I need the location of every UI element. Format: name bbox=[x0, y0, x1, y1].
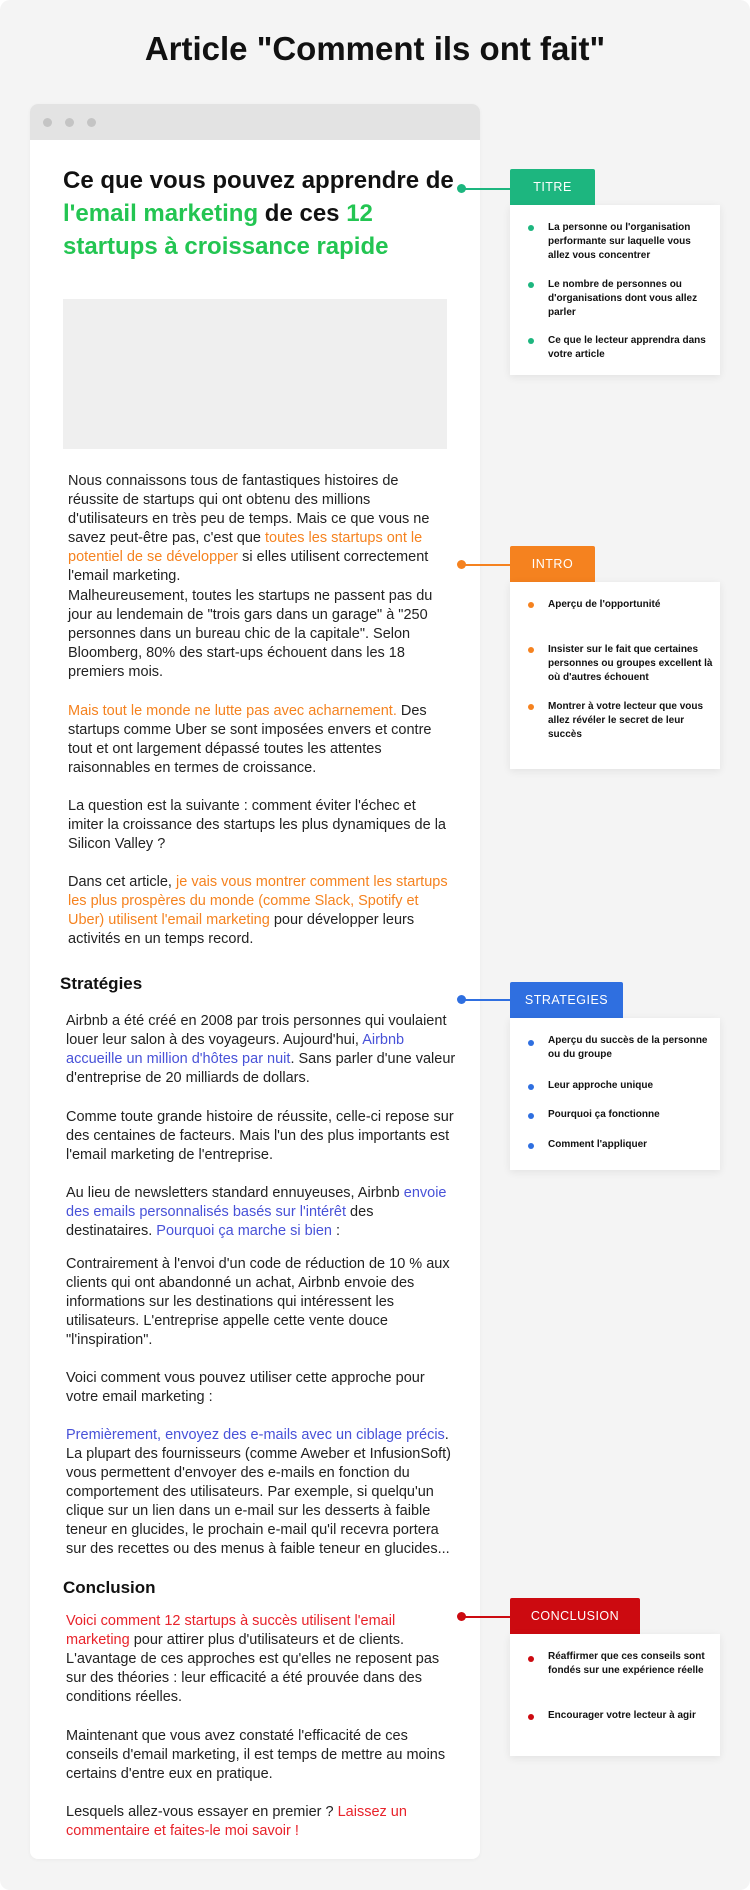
bullet-icon bbox=[528, 1656, 534, 1662]
conclusion-paragraph-3: Lesquels allez-vous essayer en premier ? Laissez un commentaire et faites-le moi savoir ! bbox=[66, 1804, 407, 1839]
page-title: Article "Comment ils ont fait" bbox=[144, 30, 606, 67]
strategies-tag: STRATEGIES bbox=[510, 982, 623, 1018]
intro-note-item: Insister sur le fait que certaines personnes ou groupes excellent là où d'autres échouent bbox=[548, 644, 713, 683]
strategies-paragraph-4: Contrairement à l'envoi d'un code de réduction de 10 % aux clients qui ont abandonné un achat, Airbnb envoie des informations sur les destinations qui intéressent les utilisateurs. L'entreprise appelle cette vente douce "l'inspiration". bbox=[66, 1256, 450, 1348]
intro-note-card bbox=[510, 582, 720, 769]
bullet-icon bbox=[528, 338, 534, 344]
strategies-heading: Stratégies bbox=[60, 974, 143, 993]
strategies-note-card bbox=[510, 1018, 720, 1170]
strategies-connector-line bbox=[464, 999, 510, 1001]
conclusion-heading: Conclusion bbox=[63, 1578, 156, 1597]
conclusion-paragraph-2: Maintenant que vous avez constaté l'efficacité de ces conseils d'email marketing, il est temps de mettre au moins certains d'entre eux en pratique. bbox=[66, 1728, 446, 1782]
titre-note-card bbox=[510, 205, 720, 375]
intro-tag: INTRO bbox=[510, 546, 595, 582]
titre-note-item: La personne ou l'organisation performante sur laquelle vous allez vous concentrer bbox=[548, 222, 691, 261]
strategies-note-item: Pourquoi ça fonctionne bbox=[548, 1109, 660, 1120]
conclusion-tag: CONCLUSION bbox=[510, 1598, 640, 1634]
intro-paragraph-4: La question est la suivante : comment éviter l'échec et imiter la croissance des startups les plus dynamiques de la Silicon Valley ? bbox=[68, 798, 446, 852]
titre-note-item: Ce que le lecteur apprendra dans votre article bbox=[548, 335, 706, 360]
strategies-paragraph-5: Voici comment vous pouvez utiliser cette approche pour votre email marketing : bbox=[66, 1370, 425, 1405]
intro-note-item: Montrer à votre lecteur que vous allez révéler le secret de leur succès bbox=[548, 701, 704, 740]
strategies-note-item: Leur approche unique bbox=[548, 1080, 654, 1091]
bullet-icon bbox=[528, 225, 534, 231]
strategies-paragraph-1: Airbnb a été créé en 2008 par trois personnes qui voulaient louer leur salon à des voyageurs. Aujourd'hui, Airbnb accueille un million d'hôtes par nuit. Sans parler d'une valeur d'entreprise de 20 milliards de dollars. bbox=[66, 1013, 456, 1086]
conclusion-connector-line bbox=[464, 1616, 510, 1618]
titre-connector-line bbox=[464, 188, 510, 190]
bullet-icon bbox=[528, 1714, 534, 1720]
titre-tag: TITRE bbox=[510, 169, 595, 205]
strategies-note-item: Aperçu du succès de la personne ou du groupe bbox=[548, 1035, 708, 1060]
conclusion-paragraph-1: Voici comment 12 startups à succès utilisent l'email marketing pour attirer plus d'utilisateurs et de clients. L'avantage de ces approches est qu'elles ne reposent pas sur des théories : leur efficacité a été prouvée dans des conditions réelles. bbox=[66, 1613, 440, 1705]
bullet-icon bbox=[528, 1040, 534, 1046]
strategies-paragraph-6: Premièrement, envoyez des e-mails avec un ciblage précis. La plupart des fournisseurs (comme Aweber et InfusionSoft) vous permettent d'envoyer des e-mails en fonction du comportement des utilisateurs. Par exemple, si quelqu'un clique sur un lien dans un e-mail sur les desserts à faible teneur en glucides, le prochain e-mail qu'il recevra portera sur des recettes ou des menus à faible teneur en glucides... bbox=[66, 1427, 451, 1557]
bullet-icon bbox=[528, 1113, 534, 1119]
bullet-icon bbox=[528, 602, 534, 608]
bullet-icon bbox=[528, 1143, 534, 1149]
browser-title-bar bbox=[30, 104, 480, 140]
intro-paragraph-1: Nous connaissons tous de fantastiques histoires de réussite de startups qui ont obtenu des millions d'utilisateurs en très peu de temps. Mais ce que vous ne savez peut-être pas, c'est que toutes les startups ont le potentiel de se développer si elles utilisent correctement l'email marketing. bbox=[68, 473, 430, 584]
strategies-paragraph-2: Comme toute grande histoire de réussite, celle-ci repose sur des centaines de facteurs. Mais l'un des plus importants est l'email marketing de l'entreprise. bbox=[66, 1109, 454, 1163]
bullet-icon bbox=[528, 704, 534, 710]
conclusion-note-item: Réaffirmer que ces conseils sont fondés sur une expérience réelle bbox=[548, 1651, 705, 1676]
image-placeholder bbox=[63, 299, 447, 449]
window-dot-icon bbox=[65, 118, 74, 127]
bullet-icon bbox=[528, 1084, 534, 1090]
strategies-note-item: Comment l'appliquer bbox=[548, 1139, 648, 1150]
conclusion-note-item: Encourager votre lecteur à agir bbox=[548, 1710, 696, 1721]
intro-paragraph-2: Malheureusement, toutes les startups ne passent pas du jour au lendemain de "trois gars dans un garage" à "250 personnes dans un bureau chic de la capitale". Selon Bloomberg, 80% des start-ups échouent dans les 18 premiers mois. bbox=[68, 588, 433, 680]
bullet-icon bbox=[528, 647, 534, 653]
window-dot-icon bbox=[43, 118, 52, 127]
conclusion-note-card bbox=[510, 1634, 720, 1756]
article-heading: Ce que vous pouvez apprendre de l'email marketing de ces 12 startups à croissance rapide bbox=[63, 167, 454, 260]
intro-note-item: Aperçu de l'opportunité bbox=[548, 599, 661, 610]
intro-paragraph-5: Dans cet article, je vais vous montrer comment les startups les plus prospères du monde (comme Slack, Spotify et Uber) utilisent l'email marketing pour développer leurs activités en un temps record. bbox=[68, 874, 448, 947]
titre-note-item: Le nombre de personnes ou d'organisations dont vous allez parler bbox=[548, 279, 698, 318]
bullet-icon bbox=[528, 282, 534, 288]
article-browser-window bbox=[30, 104, 480, 1859]
strategies-paragraph-3: Au lieu de newsletters standard ennuyeuses, Airbnb envoie des emails personnalisés basés sur l'intérêt des destinataires. Pourquoi ça marche si bien : bbox=[66, 1185, 447, 1239]
window-dot-icon bbox=[87, 118, 96, 127]
intro-paragraph-3: Mais tout le monde ne lutte pas avec acharnement. Des startups comme Uber se sont imposées envers et contre tout et ont largement dépassé toutes les attentes raisonnables en termes de croissance. bbox=[68, 703, 432, 776]
intro-connector-line bbox=[464, 564, 510, 566]
